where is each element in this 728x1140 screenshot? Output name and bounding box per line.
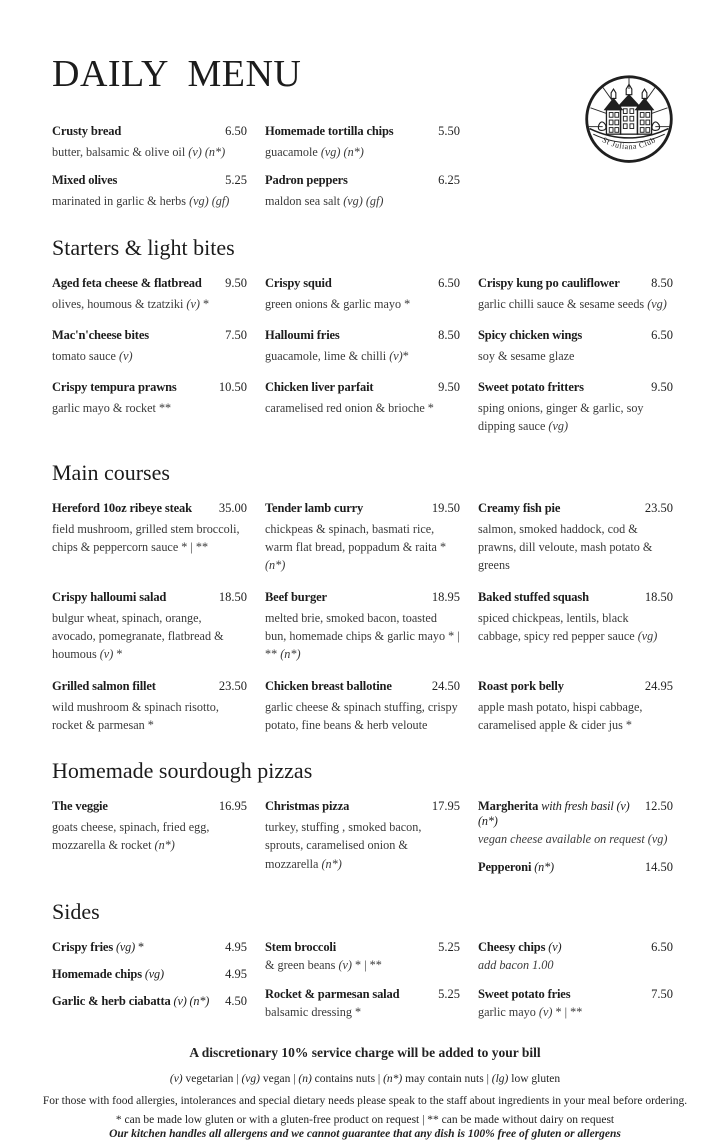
- item-desc: maldon sea salt (vg) (gf): [265, 194, 384, 209]
- item-price: 6.25: [438, 173, 460, 188]
- item-name: Sweet potato fries: [478, 986, 571, 1001]
- item-price: 5.25: [438, 986, 460, 1001]
- item-desc: garlic chilli sauce & sesame seeds (vg): [478, 296, 667, 311]
- item-name: Sweet potato fritters: [478, 380, 584, 395]
- item-name: Pepperoni (n*): [478, 860, 554, 875]
- item-name: Christmas pizza: [265, 799, 350, 814]
- item-desc: bulgur wheat, spinach, orange, avocado, pomegranate, flatbread & houmous (v) *: [52, 610, 224, 662]
- item-name: Beef burger: [265, 589, 327, 604]
- item-name: Grilled salmon fillet: [52, 678, 156, 693]
- item-price: 5.25: [438, 940, 460, 955]
- item-desc: balsamic dressing *: [265, 1004, 362, 1019]
- menu-column-cell: [265, 590, 465, 664]
- item-price: 6.50: [438, 275, 460, 290]
- item-name: Crispy fries (vg) *: [52, 940, 144, 955]
- menu-column-cell: [478, 276, 678, 313]
- menu-row: [52, 799, 678, 875]
- menu-column-cell: [52, 799, 252, 875]
- menu-item: [265, 328, 465, 365]
- menu-item: [478, 380, 678, 436]
- item-price: 6.50: [225, 124, 247, 138]
- item-desc: garlic mayo (v) * | **: [478, 1004, 583, 1019]
- item-desc: salmon, smoked haddock, cod & prawns, dill veloute, mash potato & greens: [478, 521, 653, 573]
- item-price: 4.50: [225, 994, 247, 1009]
- club-logo-text: St Juliana Club: [600, 135, 658, 152]
- menu-section-mains: [52, 460, 678, 734]
- item-price: 9.50: [225, 275, 247, 290]
- menu-item: [265, 124, 465, 161]
- item-name: Spicy chicken wings: [478, 327, 583, 342]
- item-desc: marinated in garlic & herbs (vg) (gf): [52, 194, 230, 209]
- item-price: 7.50: [651, 986, 673, 1001]
- item-desc: sping onions, ginger & garlic, soy dipping sauce (vg): [478, 401, 644, 434]
- section-heading-pizzas: Homemade sourdough pizzas: [52, 758, 313, 784]
- item-price: 8.50: [651, 275, 673, 290]
- menu-item: [478, 679, 678, 735]
- item-price: 23.50: [218, 678, 247, 693]
- item-name: Chicken liver parfait: [265, 380, 374, 395]
- menu-item: [265, 173, 465, 210]
- item-price: 9.50: [651, 380, 673, 395]
- item-desc: turkey, stuffing , smoked bacon, sprouts, caramelised onion & mozzarella (n*): [265, 820, 422, 871]
- menu-item: [52, 679, 252, 735]
- menu-item: [52, 124, 252, 161]
- item-price: 7.50: [225, 327, 247, 342]
- item-price: 8.50: [438, 327, 460, 342]
- gluten-note: * can be made low gluten or with a gluten-free product on request | ** can be made without dairy on request: [115, 1114, 615, 1127]
- menu-column-cell: [265, 328, 465, 365]
- item-price: 23.50: [644, 500, 673, 515]
- item-price: 12.50: [644, 799, 673, 814]
- menu-column-cell: [478, 940, 678, 1021]
- item-name: Chicken breast ballotine: [265, 678, 392, 693]
- item-desc: green onions & garlic mayo *: [265, 296, 411, 311]
- item-name: Roast pork belly: [478, 678, 564, 693]
- menu-item: [52, 276, 252, 313]
- item-desc: add bacon 1.00: [478, 958, 554, 973]
- menu-column-cell: [478, 799, 678, 875]
- item-name: Crispy tempura prawns: [52, 380, 177, 395]
- menu-column-cell: [52, 679, 252, 735]
- item-desc: chickpeas & spinach, basmati rice, warm flat bread, poppadum & raita * (n*): [265, 521, 447, 573]
- menu-item: [478, 590, 678, 646]
- item-name: Rocket & parmesan salad: [265, 986, 400, 1001]
- item-desc: apple mash potato, hispi cabbage, caramelised apple & cider jus *: [478, 699, 643, 732]
- item-price: 5.50: [438, 124, 460, 138]
- item-desc: wild mushroom & spinach risotto, rocket & parmesan *: [52, 699, 219, 732]
- item-price: 18.95: [431, 589, 460, 604]
- item-price: 6.50: [651, 940, 673, 955]
- menu-item: [478, 501, 678, 575]
- item-name: Homemade tortilla chips: [265, 124, 394, 138]
- item-desc: garlic mayo & rocket **: [52, 401, 172, 416]
- menu-item: [52, 590, 252, 664]
- menu-row: [52, 380, 678, 436]
- item-desc: tomato sauce (v): [52, 348, 133, 363]
- menu-section-pizzas: [52, 758, 678, 875]
- menu-item: [478, 860, 678, 875]
- club-crest-icon: [582, 70, 676, 172]
- menu-item: [52, 173, 252, 210]
- item-name: Halloumi fries: [265, 327, 340, 342]
- item-desc: melted brie, smoked bacon, toasted bun, homemade chips & garlic mayo * | ** (n*): [265, 610, 460, 662]
- item-price: 5.25: [225, 173, 247, 188]
- menu-column-cell: [478, 328, 678, 365]
- menu-item: [265, 679, 465, 735]
- item-price: 9.50: [438, 380, 460, 395]
- menu-column-cell: [265, 799, 465, 875]
- menu-column-cell: [52, 380, 252, 436]
- menu-column-cell: [52, 124, 252, 211]
- menu-item: [478, 987, 678, 1021]
- allergy-notice: For those with food allergies, intolerances and special dietary needs please speak to the staff about ingredients in your meal before ordering.: [42, 1095, 688, 1108]
- menu-item: [265, 940, 465, 974]
- kitchen-note: Our kitchen handles all allergens and we cannot guarantee that any dish is 100% free of gluten or allergens: [109, 1128, 621, 1140]
- menu-item: [52, 328, 252, 365]
- item-name: Tender lamb curry: [265, 500, 364, 515]
- item-name: Creamy fish pie: [478, 500, 561, 515]
- menu-row: [52, 328, 678, 365]
- item-price: 14.50: [644, 860, 673, 875]
- item-price: 4.95: [225, 967, 247, 982]
- menu-item: [52, 967, 252, 982]
- service-charge-note: A discretionary 10% service charge will be added to your bill: [189, 1045, 541, 1061]
- menu-sections: [52, 124, 678, 1021]
- menu-column-cell: [52, 328, 252, 365]
- item-name: Margherita with fresh basil (v) (n*): [478, 799, 630, 829]
- menu-row: [52, 679, 678, 735]
- menu-item: [52, 799, 252, 855]
- menu-row: [52, 940, 678, 1021]
- item-price: 19.50: [431, 500, 460, 515]
- menu-column-cell: [265, 501, 465, 575]
- section-heading-sides: Sides: [52, 899, 100, 925]
- club-logo: [582, 70, 676, 172]
- item-desc: garlic cheese & spinach stuffing, crispy potato, fine beans & herb veloute: [265, 699, 458, 732]
- menu-column-cell: [52, 276, 252, 313]
- item-name: Baked stuffed squash: [478, 589, 589, 604]
- item-price: 16.95: [218, 799, 247, 814]
- page-title: DAILY MENU: [52, 53, 302, 95]
- item-desc: caramelised red onion & brioche *: [265, 401, 434, 416]
- item-name: The veggie: [52, 799, 108, 814]
- item-name: Mixed olives: [52, 173, 118, 188]
- dietary-key: (v) vegetarian | (vg) vegan | (n) contains nuts | (n*) may contain nuts | (lg) low gluten: [169, 1073, 561, 1086]
- item-name: Hereford 10oz ribeye steak: [52, 500, 192, 515]
- menu-item: [478, 276, 678, 313]
- menu-item: [52, 380, 252, 417]
- item-name: Stem broccoli: [265, 940, 337, 955]
- menu-column-cell: [265, 940, 465, 1021]
- item-desc: guacamole (vg) (n*): [265, 145, 364, 159]
- menu-item: [478, 328, 678, 365]
- item-desc: olives, houmous & tzatziki (v) *: [52, 296, 210, 311]
- item-desc: soy & sesame glaze: [478, 348, 575, 363]
- menu-section-starters: [52, 235, 678, 436]
- menu-column-cell: [478, 501, 678, 575]
- item-desc: spiced chickpeas, lentils, black cabbage, spicy red pepper sauce (vg): [478, 610, 658, 643]
- menu-item: [52, 940, 252, 955]
- menu-item: [265, 501, 465, 575]
- menu-section-sides: [52, 899, 678, 1021]
- menu-item: [265, 987, 465, 1021]
- item-name: Cheesy chips (v): [478, 940, 562, 955]
- item-name: Crispy squid: [265, 275, 332, 290]
- item-desc: vegan cheese available on request (vg): [478, 832, 668, 847]
- item-price: 4.95: [225, 940, 247, 955]
- menu-item: [265, 590, 465, 664]
- item-desc: butter, balsamic & olive oil (v) (n*): [52, 145, 226, 159]
- item-name: Crispy kung po cauliflower: [478, 275, 620, 290]
- item-price: 35.00: [218, 500, 247, 515]
- section-heading-mains: Main courses: [52, 459, 170, 485]
- menu-column-cell: [478, 679, 678, 735]
- item-name: Garlic & herb ciabatta (v) (n*): [52, 994, 210, 1009]
- section-heading-starters: Starters & light bites: [52, 234, 235, 260]
- menu-item: [265, 276, 465, 313]
- menu-item: [265, 799, 465, 873]
- item-price: 18.50: [218, 589, 247, 604]
- menu-item: [52, 501, 252, 557]
- menu-column-cell: [265, 124, 465, 211]
- menu-column-cell: [265, 276, 465, 313]
- item-desc: field mushroom, grilled stem broccoli, chips & peppercorn sauce * | **: [52, 521, 240, 555]
- item-price: 24.95: [644, 678, 673, 693]
- item-name: Mac'n'cheese bites: [52, 327, 149, 342]
- menu-column-cell: [52, 590, 252, 664]
- menu-item: [478, 799, 678, 848]
- menu-column-cell: [478, 590, 678, 664]
- menu-item: [478, 940, 678, 974]
- menu-item: [265, 380, 465, 417]
- item-price: 17.95: [431, 799, 460, 814]
- menu-column-cell: [265, 679, 465, 735]
- menu-item: [52, 994, 252, 1009]
- menu-column-cell: [265, 380, 465, 436]
- item-price: 6.50: [651, 327, 673, 342]
- item-name: Aged feta cheese & flatbread: [52, 275, 202, 290]
- menu-row: [52, 501, 678, 575]
- page-footer: [30, 1045, 700, 1140]
- menu-row: [52, 276, 678, 313]
- menu-column-cell: [52, 501, 252, 575]
- menu-row: [52, 590, 678, 664]
- item-price: 18.50: [644, 589, 673, 604]
- item-price: 10.50: [218, 380, 247, 395]
- item-name: Padron peppers: [265, 173, 348, 188]
- menu-column-cell: [52, 940, 252, 1021]
- item-desc: guacamole, lime & chilli (v)*: [265, 348, 409, 363]
- menu-column-cell: [478, 380, 678, 436]
- item-price: 24.50: [431, 678, 460, 693]
- item-name: Crusty bread: [52, 124, 122, 138]
- item-name: Homemade chips (vg): [52, 967, 164, 982]
- item-name: Crispy halloumi salad: [52, 589, 167, 604]
- item-desc: goats cheese, spinach, fried egg, mozzarella & rocket (n*): [52, 820, 210, 853]
- item-desc: & green beans (v) * | **: [265, 958, 382, 973]
